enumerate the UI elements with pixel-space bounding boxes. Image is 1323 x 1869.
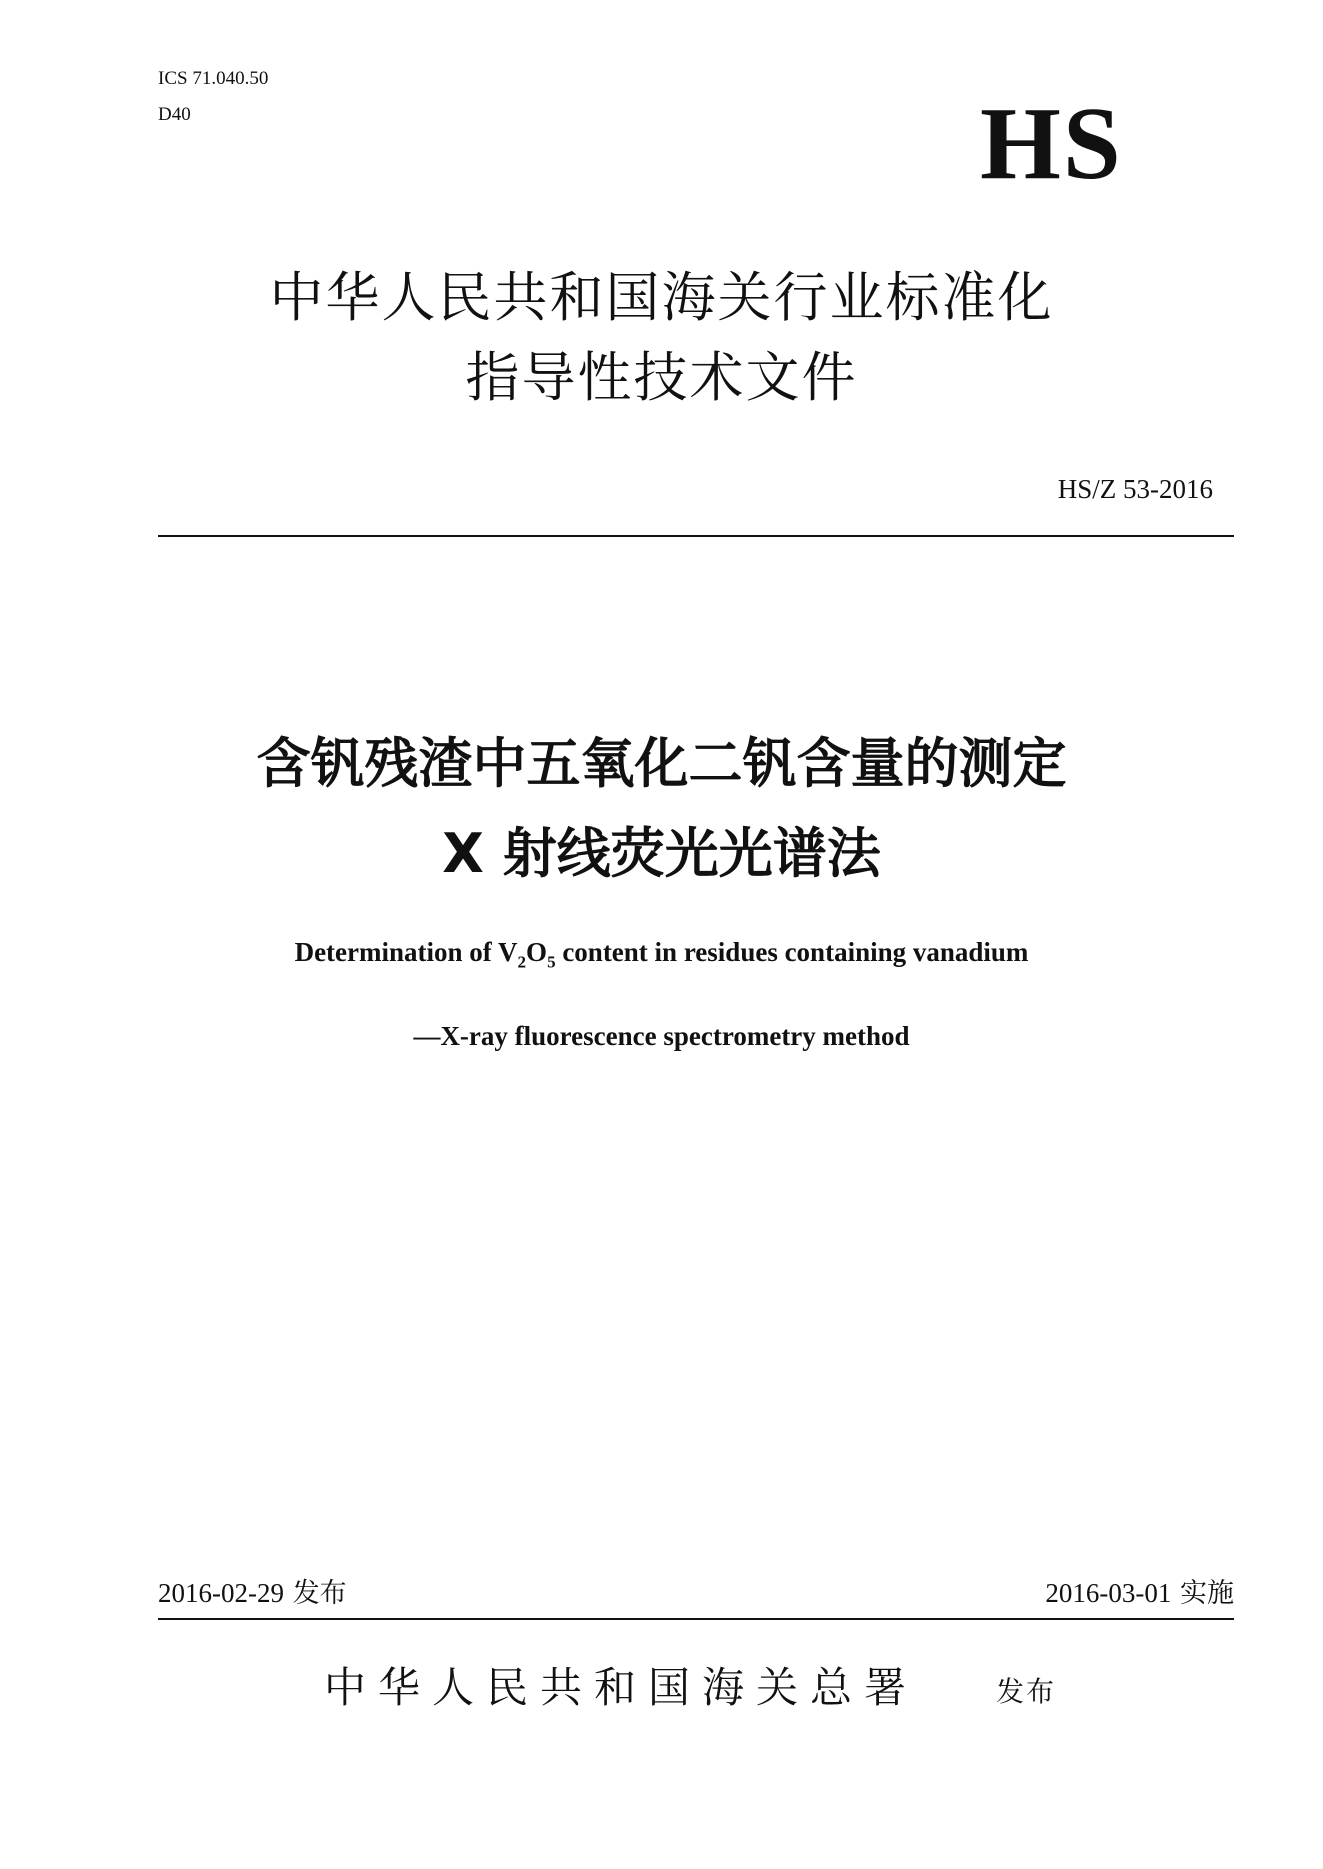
title-en-prefix: Determination of V	[294, 937, 518, 967]
title-en-oxygen: O	[526, 937, 548, 967]
title-en-line-1	[0, 936, 1323, 978]
organization-line-1: 中华人民共和国海关行业标准化	[269, 266, 1054, 329]
subscript-5: 5	[547, 952, 556, 972]
subscript-2: 2	[517, 952, 527, 972]
title-en-line-2: —X-ray fluorescence spectrometry method	[413, 1021, 910, 1051]
hs-standard-mark: HS	[980, 86, 1123, 201]
standard-number: HS/Z 53-2016	[1057, 474, 1213, 504]
footer-divider	[158, 1618, 1234, 1620]
header-divider	[158, 535, 1234, 537]
publish-date: 2016-02-29	[158, 1578, 284, 1608]
publish-date-block	[158, 1577, 347, 1610]
issue-action: 发布	[996, 1675, 1057, 1708]
ccs-code: D40	[158, 104, 191, 125]
implement-date-block	[1045, 1577, 1234, 1610]
issuing-authority: 中华人民共和国海关总署	[324, 1663, 919, 1712]
ics-code: ICS 71.040.50	[158, 68, 269, 89]
title-cn-line-1: 含钒残渣中五氧化二钒含量的测定	[256, 732, 1067, 795]
implement-date: 2016-03-01	[1045, 1578, 1172, 1608]
organization-line-2: 指导性技术文件	[465, 346, 858, 409]
title-cn-line-2: X 射线荧光光谱法	[442, 822, 881, 885]
title-en-suffix: content in residues containing vanadium	[555, 937, 1029, 967]
implement-label: 实施	[1180, 1578, 1234, 1609]
publish-label: 发布	[292, 1578, 347, 1609]
